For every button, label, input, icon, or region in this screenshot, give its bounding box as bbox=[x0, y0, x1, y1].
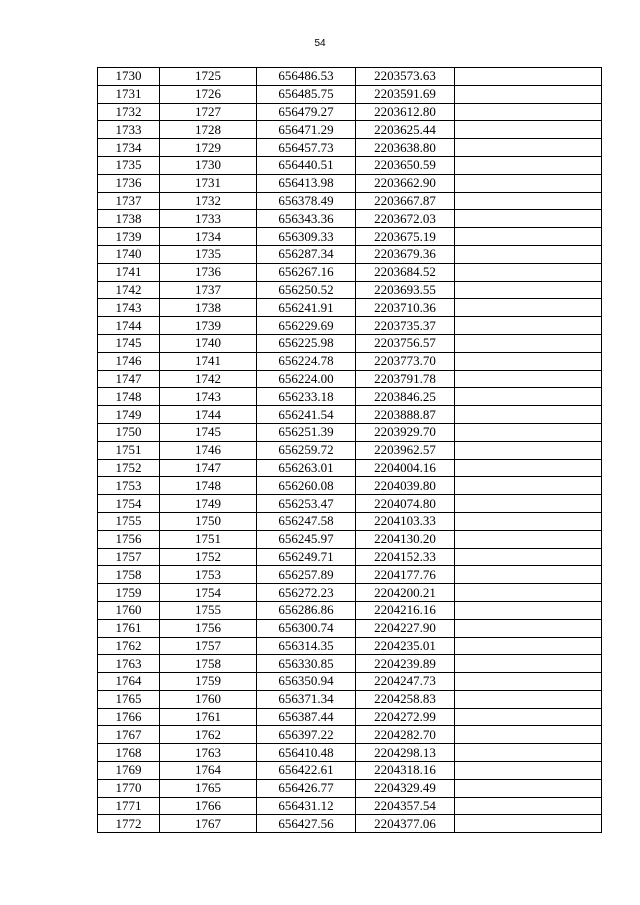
notes-cell bbox=[455, 317, 602, 335]
x-coordinate-cell: 656224.78 bbox=[257, 352, 356, 370]
ref-number-cell: 1760 bbox=[160, 690, 257, 708]
ref-number-cell: 1735 bbox=[160, 245, 257, 263]
point-number-cell: 1731 bbox=[98, 85, 160, 103]
point-number-cell: 1749 bbox=[98, 406, 160, 424]
point-number-cell: 1747 bbox=[98, 370, 160, 388]
x-coordinate-cell: 656431.12 bbox=[257, 797, 356, 815]
ref-number-cell: 1750 bbox=[160, 512, 257, 530]
x-coordinate-cell: 656229.69 bbox=[257, 317, 356, 335]
table-row bbox=[98, 245, 602, 263]
table-row bbox=[98, 352, 602, 370]
x-coordinate-cell: 656457.73 bbox=[257, 139, 356, 157]
point-number-cell: 1740 bbox=[98, 245, 160, 263]
point-number-cell: 1772 bbox=[98, 815, 160, 833]
y-coordinate-cell: 2203735.37 bbox=[356, 317, 455, 335]
notes-cell bbox=[455, 352, 602, 370]
table-row bbox=[98, 406, 602, 424]
point-number-cell: 1756 bbox=[98, 530, 160, 548]
x-coordinate-cell: 656257.89 bbox=[257, 566, 356, 584]
table-row bbox=[98, 566, 602, 584]
point-number-cell: 1767 bbox=[98, 726, 160, 744]
point-number-cell: 1757 bbox=[98, 548, 160, 566]
x-coordinate-cell: 656241.91 bbox=[257, 299, 356, 317]
x-coordinate-cell: 656330.85 bbox=[257, 655, 356, 673]
notes-cell bbox=[455, 334, 602, 352]
notes-cell bbox=[455, 192, 602, 210]
point-number-cell: 1763 bbox=[98, 655, 160, 673]
x-coordinate-cell: 656259.72 bbox=[257, 441, 356, 459]
notes-cell bbox=[455, 281, 602, 299]
table-row bbox=[98, 690, 602, 708]
x-coordinate-cell: 656287.34 bbox=[257, 245, 356, 263]
y-coordinate-cell: 2203573.63 bbox=[356, 68, 455, 86]
x-coordinate-cell: 656286.86 bbox=[257, 601, 356, 619]
y-coordinate-cell: 2203625.44 bbox=[356, 121, 455, 139]
ref-number-cell: 1762 bbox=[160, 726, 257, 744]
ref-number-cell: 1727 bbox=[160, 103, 257, 121]
point-number-cell: 1762 bbox=[98, 637, 160, 655]
x-coordinate-cell: 656485.75 bbox=[257, 85, 356, 103]
point-number-cell: 1743 bbox=[98, 299, 160, 317]
notes-cell bbox=[455, 228, 602, 246]
y-coordinate-cell: 2204039.80 bbox=[356, 477, 455, 495]
y-coordinate-cell: 2203846.25 bbox=[356, 388, 455, 406]
point-number-cell: 1742 bbox=[98, 281, 160, 299]
table-row bbox=[98, 441, 602, 459]
ref-number-cell: 1757 bbox=[160, 637, 257, 655]
coordinates-table bbox=[97, 67, 602, 833]
point-number-cell: 1764 bbox=[98, 673, 160, 691]
point-number-cell: 1768 bbox=[98, 744, 160, 762]
x-coordinate-cell: 656249.71 bbox=[257, 548, 356, 566]
ref-number-cell: 1740 bbox=[160, 334, 257, 352]
table-row bbox=[98, 370, 602, 388]
point-number-cell: 1766 bbox=[98, 708, 160, 726]
table-row bbox=[98, 281, 602, 299]
ref-number-cell: 1725 bbox=[160, 68, 257, 86]
ref-number-cell: 1751 bbox=[160, 530, 257, 548]
notes-cell bbox=[455, 459, 602, 477]
table-row bbox=[98, 601, 602, 619]
ref-number-cell: 1730 bbox=[160, 156, 257, 174]
x-coordinate-cell: 656309.33 bbox=[257, 228, 356, 246]
point-number-cell: 1741 bbox=[98, 263, 160, 281]
notes-cell bbox=[455, 566, 602, 584]
ref-number-cell: 1737 bbox=[160, 281, 257, 299]
x-coordinate-cell: 656225.98 bbox=[257, 334, 356, 352]
notes-cell bbox=[455, 121, 602, 139]
table-row bbox=[98, 192, 602, 210]
y-coordinate-cell: 2204177.76 bbox=[356, 566, 455, 584]
notes-cell bbox=[455, 655, 602, 673]
y-coordinate-cell: 2203929.70 bbox=[356, 423, 455, 441]
ref-number-cell: 1767 bbox=[160, 815, 257, 833]
point-number-cell: 1751 bbox=[98, 441, 160, 459]
ref-number-cell: 1764 bbox=[160, 762, 257, 780]
notes-cell bbox=[455, 406, 602, 424]
table-row bbox=[98, 156, 602, 174]
ref-number-cell: 1726 bbox=[160, 85, 257, 103]
notes-cell bbox=[455, 477, 602, 495]
x-coordinate-cell: 656397.22 bbox=[257, 726, 356, 744]
notes-cell bbox=[455, 388, 602, 406]
x-coordinate-cell: 656422.61 bbox=[257, 762, 356, 780]
table-row bbox=[98, 68, 602, 86]
notes-cell bbox=[455, 423, 602, 441]
ref-number-cell: 1748 bbox=[160, 477, 257, 495]
y-coordinate-cell: 2203693.55 bbox=[356, 281, 455, 299]
y-coordinate-cell: 2204130.20 bbox=[356, 530, 455, 548]
table-row bbox=[98, 477, 602, 495]
y-coordinate-cell: 2203684.52 bbox=[356, 263, 455, 281]
notes-cell bbox=[455, 370, 602, 388]
x-coordinate-cell: 656263.01 bbox=[257, 459, 356, 477]
y-coordinate-cell: 2203773.70 bbox=[356, 352, 455, 370]
notes-cell bbox=[455, 548, 602, 566]
y-coordinate-cell: 2204239.89 bbox=[356, 655, 455, 673]
y-coordinate-cell: 2203612.80 bbox=[356, 103, 455, 121]
x-coordinate-cell: 656241.54 bbox=[257, 406, 356, 424]
ref-number-cell: 1744 bbox=[160, 406, 257, 424]
point-number-cell: 1755 bbox=[98, 512, 160, 530]
table-row bbox=[98, 619, 602, 637]
table-row bbox=[98, 174, 602, 192]
point-number-cell: 1754 bbox=[98, 495, 160, 513]
y-coordinate-cell: 2204357.54 bbox=[356, 797, 455, 815]
table-row bbox=[98, 423, 602, 441]
point-number-cell: 1738 bbox=[98, 210, 160, 228]
ref-number-cell: 1755 bbox=[160, 601, 257, 619]
point-number-cell: 1758 bbox=[98, 566, 160, 584]
x-coordinate-cell: 656440.51 bbox=[257, 156, 356, 174]
y-coordinate-cell: 2203962.57 bbox=[356, 441, 455, 459]
ref-number-cell: 1745 bbox=[160, 423, 257, 441]
point-number-cell: 1733 bbox=[98, 121, 160, 139]
point-number-cell: 1730 bbox=[98, 68, 160, 86]
notes-cell bbox=[455, 103, 602, 121]
notes-cell bbox=[455, 601, 602, 619]
table-row bbox=[98, 139, 602, 157]
table-row bbox=[98, 744, 602, 762]
point-number-cell: 1739 bbox=[98, 228, 160, 246]
y-coordinate-cell: 2204227.90 bbox=[356, 619, 455, 637]
y-coordinate-cell: 2204235.01 bbox=[356, 637, 455, 655]
y-coordinate-cell: 2203756.57 bbox=[356, 334, 455, 352]
point-number-cell: 1736 bbox=[98, 174, 160, 192]
y-coordinate-cell: 2204103.33 bbox=[356, 512, 455, 530]
table-row bbox=[98, 815, 602, 833]
y-coordinate-cell: 2204152.33 bbox=[356, 548, 455, 566]
point-number-cell: 1770 bbox=[98, 779, 160, 797]
x-coordinate-cell: 656300.74 bbox=[257, 619, 356, 637]
page-number: 54 bbox=[314, 38, 326, 49]
y-coordinate-cell: 2203672.03 bbox=[356, 210, 455, 228]
notes-cell bbox=[455, 263, 602, 281]
point-number-cell: 1769 bbox=[98, 762, 160, 780]
point-number-cell: 1734 bbox=[98, 139, 160, 157]
table-row bbox=[98, 708, 602, 726]
x-coordinate-cell: 656245.97 bbox=[257, 530, 356, 548]
ref-number-cell: 1754 bbox=[160, 584, 257, 602]
x-coordinate-cell: 656378.49 bbox=[257, 192, 356, 210]
y-coordinate-cell: 2204216.16 bbox=[356, 601, 455, 619]
y-coordinate-cell: 2203650.59 bbox=[356, 156, 455, 174]
table-row bbox=[98, 210, 602, 228]
x-coordinate-cell: 656479.27 bbox=[257, 103, 356, 121]
notes-cell bbox=[455, 762, 602, 780]
notes-cell bbox=[455, 619, 602, 637]
notes-cell bbox=[455, 156, 602, 174]
notes-cell bbox=[455, 139, 602, 157]
point-number-cell: 1771 bbox=[98, 797, 160, 815]
y-coordinate-cell: 2203662.90 bbox=[356, 174, 455, 192]
x-coordinate-cell: 656343.36 bbox=[257, 210, 356, 228]
x-coordinate-cell: 656253.47 bbox=[257, 495, 356, 513]
x-coordinate-cell: 656233.18 bbox=[257, 388, 356, 406]
notes-cell bbox=[455, 637, 602, 655]
point-number-cell: 1750 bbox=[98, 423, 160, 441]
notes-cell bbox=[455, 495, 602, 513]
ref-number-cell: 1759 bbox=[160, 673, 257, 691]
x-coordinate-cell: 656250.52 bbox=[257, 281, 356, 299]
notes-cell bbox=[455, 673, 602, 691]
ref-number-cell: 1738 bbox=[160, 299, 257, 317]
y-coordinate-cell: 2203710.36 bbox=[356, 299, 455, 317]
x-coordinate-cell: 656272.23 bbox=[257, 584, 356, 602]
ref-number-cell: 1766 bbox=[160, 797, 257, 815]
ref-number-cell: 1739 bbox=[160, 317, 257, 335]
coordinates-table-body bbox=[98, 68, 602, 833]
table-row bbox=[98, 584, 602, 602]
y-coordinate-cell: 2204200.21 bbox=[356, 584, 455, 602]
point-number-cell: 1732 bbox=[98, 103, 160, 121]
point-number-cell: 1761 bbox=[98, 619, 160, 637]
table-row bbox=[98, 797, 602, 815]
point-number-cell: 1735 bbox=[98, 156, 160, 174]
ref-number-cell: 1743 bbox=[160, 388, 257, 406]
notes-cell bbox=[455, 441, 602, 459]
ref-number-cell: 1742 bbox=[160, 370, 257, 388]
x-coordinate-cell: 656350.94 bbox=[257, 673, 356, 691]
notes-cell bbox=[455, 299, 602, 317]
notes-cell bbox=[455, 210, 602, 228]
ref-number-cell: 1746 bbox=[160, 441, 257, 459]
y-coordinate-cell: 2204282.70 bbox=[356, 726, 455, 744]
table-row bbox=[98, 637, 602, 655]
ref-number-cell: 1758 bbox=[160, 655, 257, 673]
ref-number-cell: 1753 bbox=[160, 566, 257, 584]
x-coordinate-cell: 656371.34 bbox=[257, 690, 356, 708]
x-coordinate-cell: 656410.48 bbox=[257, 744, 356, 762]
y-coordinate-cell: 2204074.80 bbox=[356, 495, 455, 513]
y-coordinate-cell: 2204329.49 bbox=[356, 779, 455, 797]
y-coordinate-cell: 2204318.16 bbox=[356, 762, 455, 780]
point-number-cell: 1744 bbox=[98, 317, 160, 335]
x-coordinate-cell: 656426.77 bbox=[257, 779, 356, 797]
notes-cell bbox=[455, 708, 602, 726]
x-coordinate-cell: 656267.16 bbox=[257, 263, 356, 281]
ref-number-cell: 1728 bbox=[160, 121, 257, 139]
ref-number-cell: 1734 bbox=[160, 228, 257, 246]
y-coordinate-cell: 2203638.80 bbox=[356, 139, 455, 157]
y-coordinate-cell: 2203679.36 bbox=[356, 245, 455, 263]
y-coordinate-cell: 2203675.19 bbox=[356, 228, 455, 246]
y-coordinate-cell: 2203888.87 bbox=[356, 406, 455, 424]
notes-cell bbox=[455, 85, 602, 103]
x-coordinate-cell: 656387.44 bbox=[257, 708, 356, 726]
notes-cell bbox=[455, 530, 602, 548]
notes-cell bbox=[455, 797, 602, 815]
table-row bbox=[98, 495, 602, 513]
notes-cell bbox=[455, 245, 602, 263]
notes-cell bbox=[455, 815, 602, 833]
table-row bbox=[98, 726, 602, 744]
point-number-cell: 1753 bbox=[98, 477, 160, 495]
point-number-cell: 1748 bbox=[98, 388, 160, 406]
table-row bbox=[98, 317, 602, 335]
ref-number-cell: 1732 bbox=[160, 192, 257, 210]
table-row bbox=[98, 121, 602, 139]
point-number-cell: 1737 bbox=[98, 192, 160, 210]
y-coordinate-cell: 2204004.16 bbox=[356, 459, 455, 477]
y-coordinate-cell: 2204272.99 bbox=[356, 708, 455, 726]
table-row bbox=[98, 85, 602, 103]
y-coordinate-cell: 2203791.78 bbox=[356, 370, 455, 388]
table-row bbox=[98, 655, 602, 673]
table-row bbox=[98, 548, 602, 566]
ref-number-cell: 1736 bbox=[160, 263, 257, 281]
y-coordinate-cell: 2203667.87 bbox=[356, 192, 455, 210]
x-coordinate-cell: 656486.53 bbox=[257, 68, 356, 86]
point-number-cell: 1760 bbox=[98, 601, 160, 619]
notes-cell bbox=[455, 68, 602, 86]
ref-number-cell: 1756 bbox=[160, 619, 257, 637]
notes-cell bbox=[455, 690, 602, 708]
y-coordinate-cell: 2204298.13 bbox=[356, 744, 455, 762]
y-coordinate-cell: 2204258.83 bbox=[356, 690, 455, 708]
table-row bbox=[98, 459, 602, 477]
x-coordinate-cell: 656224.00 bbox=[257, 370, 356, 388]
ref-number-cell: 1765 bbox=[160, 779, 257, 797]
table-row bbox=[98, 228, 602, 246]
notes-cell bbox=[455, 744, 602, 762]
table-row bbox=[98, 388, 602, 406]
ref-number-cell: 1729 bbox=[160, 139, 257, 157]
table-row bbox=[98, 673, 602, 691]
table-row bbox=[98, 103, 602, 121]
point-number-cell: 1765 bbox=[98, 690, 160, 708]
table-row bbox=[98, 334, 602, 352]
table-row bbox=[98, 512, 602, 530]
x-coordinate-cell: 656247.58 bbox=[257, 512, 356, 530]
notes-cell bbox=[455, 779, 602, 797]
y-coordinate-cell: 2204247.73 bbox=[356, 673, 455, 691]
table-row bbox=[98, 299, 602, 317]
notes-cell bbox=[455, 174, 602, 192]
notes-cell bbox=[455, 512, 602, 530]
x-coordinate-cell: 656413.98 bbox=[257, 174, 356, 192]
x-coordinate-cell: 656251.39 bbox=[257, 423, 356, 441]
ref-number-cell: 1731 bbox=[160, 174, 257, 192]
ref-number-cell: 1733 bbox=[160, 210, 257, 228]
ref-number-cell: 1741 bbox=[160, 352, 257, 370]
notes-cell bbox=[455, 726, 602, 744]
table-row bbox=[98, 762, 602, 780]
point-number-cell: 1746 bbox=[98, 352, 160, 370]
ref-number-cell: 1749 bbox=[160, 495, 257, 513]
table-row bbox=[98, 779, 602, 797]
x-coordinate-cell: 656471.29 bbox=[257, 121, 356, 139]
notes-cell bbox=[455, 584, 602, 602]
x-coordinate-cell: 656314.35 bbox=[257, 637, 356, 655]
y-coordinate-cell: 2204377.06 bbox=[356, 815, 455, 833]
table-row bbox=[98, 263, 602, 281]
point-number-cell: 1759 bbox=[98, 584, 160, 602]
point-number-cell: 1752 bbox=[98, 459, 160, 477]
x-coordinate-cell: 656260.08 bbox=[257, 477, 356, 495]
ref-number-cell: 1761 bbox=[160, 708, 257, 726]
table-row bbox=[98, 530, 602, 548]
x-coordinate-cell: 656427.56 bbox=[257, 815, 356, 833]
y-coordinate-cell: 2203591.69 bbox=[356, 85, 455, 103]
ref-number-cell: 1752 bbox=[160, 548, 257, 566]
ref-number-cell: 1763 bbox=[160, 744, 257, 762]
point-number-cell: 1745 bbox=[98, 334, 160, 352]
ref-number-cell: 1747 bbox=[160, 459, 257, 477]
